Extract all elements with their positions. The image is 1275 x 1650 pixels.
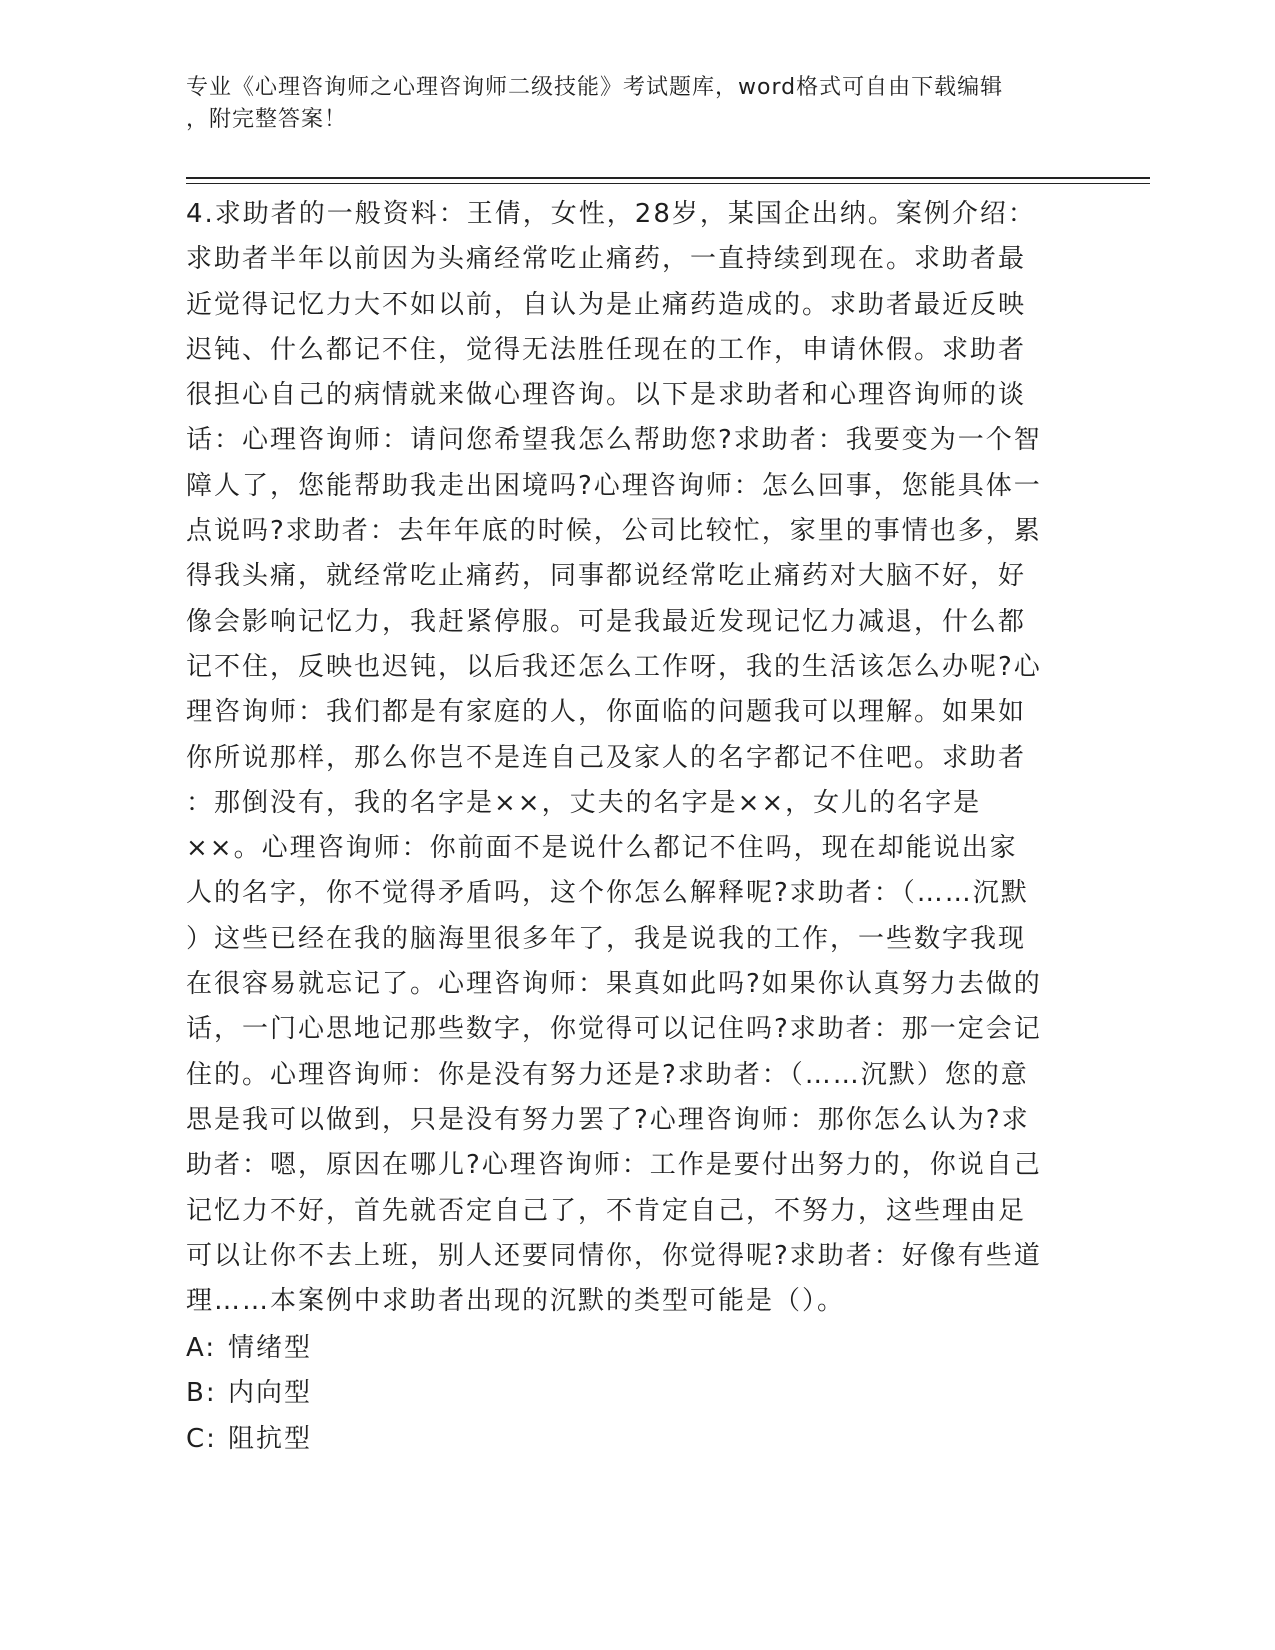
question-line: 记忆力不好，首先就否定自己了，不肯定自己，不努力，这些理由足 bbox=[186, 1195, 1027, 1226]
question-line: 人的名字，你不觉得矛盾吗，这个你怎么解释呢?求助者：（……沉默 bbox=[186, 878, 1029, 909]
header-divider-thick bbox=[186, 177, 1150, 179]
question-line: 话：心理咨询师：请问您希望我怎么帮助您?求助者：我要变为一个智 bbox=[186, 425, 1042, 456]
question-line: 得我头痛，就经常吃止痛药，同事都说经常吃止痛药对大脑不好，好 bbox=[186, 561, 1027, 592]
question-line: ：那倒没有，我的名字是××，丈夫的名字是××，女儿的名字是 bbox=[186, 787, 982, 818]
header-line-1: 专业《心理咨询师之心理咨询师二级技能》考试题库，word格式可自由下载编辑 bbox=[186, 75, 1004, 100]
question-line: 4.求助者的一般资料：王倩，女性，28岁，某国企出纳。案例介绍： bbox=[186, 199, 1036, 229]
question-line: ××。心理咨询师：你前面不是说什么都记不住吗，现在却能说出家 bbox=[186, 833, 1018, 864]
question-line: 求助者半年以前因为头痛经常吃止痛药，一直持续到现在。求助者最 bbox=[186, 244, 1027, 275]
option-c bbox=[186, 1417, 786, 1462]
question-line: 可以让你不去上班，别人还要同情你，你觉得呢?求助者：好像有些道 bbox=[186, 1240, 1042, 1271]
question-line: 你所说那样，那么你岂不是连自己及家人的名字都记不住吧。求助者 bbox=[186, 742, 1027, 773]
question-line: 记不住，反映也迟钝，以后我还怎么工作呀，我的生活该怎么办呢?心 bbox=[186, 651, 1042, 682]
question-line: 近觉得记忆力大不如以前，自认为是止痛药造成的。求助者最近反映 bbox=[186, 289, 1027, 320]
question-line: 话，一门心思地记那些数字，你觉得可以记住吗?求助者：那一定会记 bbox=[186, 1014, 1042, 1045]
question-line: 助者：嗯，原因在哪儿?心理咨询师：工作是要付出努力的，你说自己 bbox=[186, 1150, 1042, 1181]
question-line: 点说吗?求助者：去年年底的时候，公司比较忙，家里的事情也多，累 bbox=[186, 516, 1042, 547]
option-a-letter: A: bbox=[186, 1333, 217, 1363]
header-line-2: ，附完整答案！ bbox=[186, 107, 348, 132]
option-b bbox=[186, 1371, 786, 1416]
option-b-letter: B: bbox=[186, 1378, 217, 1409]
question-line: 理咨询师：我们都是有家庭的人，你面临的问题我可以理解。如果如 bbox=[186, 697, 1027, 728]
option-a-text: 情绪型 bbox=[228, 1333, 313, 1363]
question-line: 像会影响记忆力，我赶紧停服。可是我最近发现记忆力减退，什么都 bbox=[186, 606, 1027, 637]
question-line: 障人了，您能帮助我走出困境吗?心理咨询师：怎么回事，您能具体一 bbox=[186, 470, 1042, 501]
answer-options bbox=[186, 1326, 786, 1462]
question-line: 理……本案例中求助者出现的沉默的类型可能是（）。 bbox=[186, 1286, 846, 1317]
question-body bbox=[186, 192, 1086, 1324]
question-line: ）这些已经在我的脑海里很多年了，我是说我的工作，一些数字我现 bbox=[186, 923, 1027, 954]
question-line: 思是我可以做到，只是没有努力罢了?心理咨询师：那你怎么认为?求 bbox=[186, 1104, 1030, 1135]
option-a bbox=[186, 1326, 786, 1371]
question-line: 迟钝、什么都记不住，觉得无法胜任现在的工作，申请休假。求助者 bbox=[186, 334, 1027, 365]
question-line: 住的。心理咨询师：你是没有努力还是?求助者：（……沉默）您的意 bbox=[186, 1059, 1029, 1090]
option-c-letter: C: bbox=[186, 1423, 217, 1454]
question-line: 很担心自己的病情就来做心理咨询。以下是求助者和心理咨询师的谈 bbox=[186, 380, 1027, 411]
document-header bbox=[186, 72, 1066, 136]
header-divider-thin bbox=[186, 183, 1150, 184]
option-c-text: 阻抗型 bbox=[228, 1423, 313, 1454]
option-b-text: 内向型 bbox=[228, 1378, 313, 1409]
question-line: 在很容易就忘记了。心理咨询师：果真如此吗?如果你认真努力去做的 bbox=[186, 969, 1042, 1000]
